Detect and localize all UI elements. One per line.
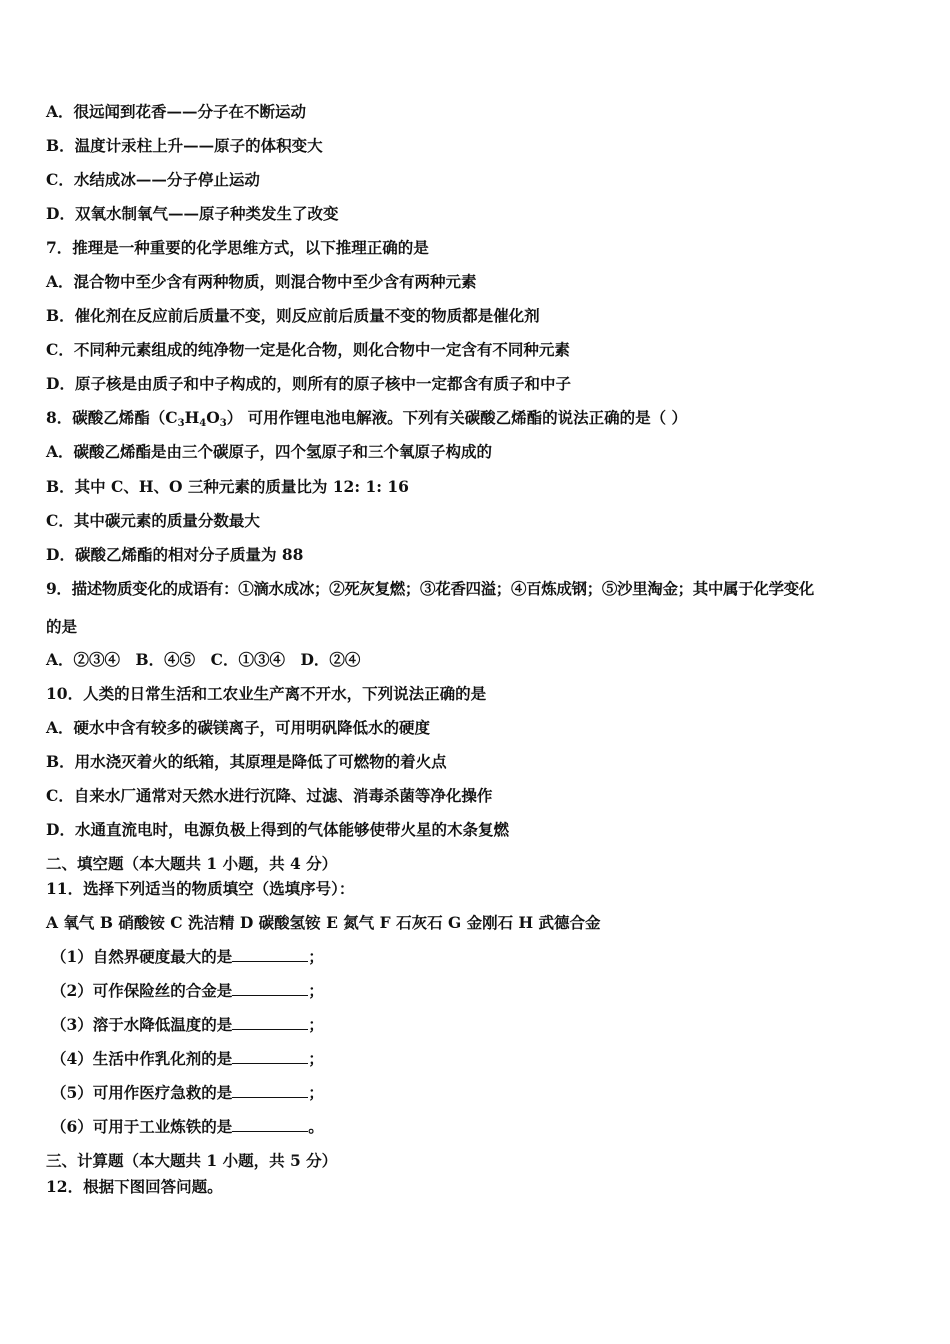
q11-item-text: （4）生活中作乳化剂的是: [51, 1049, 233, 1068]
q12-stem: 12．根据下图回答问题。: [46, 1177, 223, 1196]
q7-option-d: D．原子核是由质子和中子构成的，则所有的原子核中一定都含有质子和中子: [46, 374, 571, 393]
answer-blank[interactable]: [232, 981, 308, 996]
answer-blank[interactable]: [232, 1015, 308, 1030]
formula-h: H: [184, 408, 200, 427]
q11-item: [51, 1117, 910, 1137]
q10-option-d: D．水通直流电时，电源负极上得到的气体能够使带火星的木条复燃: [46, 820, 509, 839]
q7-option-b: B．催化剂在反应前后质量不变，则反应前后质量不变的物质都是催化剂: [46, 306, 540, 325]
q7-stem: 7．推理是一种重要的化学思维方式，以下推理正确的是: [46, 238, 429, 257]
q11-item-text: （2）可作保险丝的合金是: [51, 981, 233, 1000]
q8-option-b: B．其中 C、H、O 三种元素的质量比为 12: 1: 16: [46, 477, 409, 496]
subscript: 3: [219, 418, 227, 429]
q11-item-end: ；: [308, 981, 324, 1000]
q11-item-end: ；: [308, 947, 324, 966]
q11-item: [51, 1049, 910, 1069]
q9-stem-line1: 9．描述物质变化的成语有：①滴水成冰；②死灰复燃；③花香四溢；④百炼成钢；⑤沙里淘金；其中属于化学变化: [46, 579, 814, 598]
q8-stem: [46, 408, 910, 434]
q8-stem-prefix: 8．碳酸乙烯酯（C: [46, 408, 178, 427]
subscript: 3: [177, 418, 185, 429]
section3-heading: 三、计算题（本大题共 1 小题，共 5 分）: [46, 1151, 338, 1170]
q11-item: [51, 1015, 910, 1035]
q10-option-b: B．用水浇灭着火的纸箱，其原理是降低了可燃物的着火点: [46, 752, 447, 771]
answer-blank[interactable]: [232, 1049, 308, 1064]
q11-item: [51, 947, 910, 967]
q11-item-end: ；: [308, 1083, 324, 1102]
q8-option-d: D．碳酸乙烯酯的相对分子质量为 88: [46, 545, 304, 564]
q11-item-text: （1）自然界硬度最大的是: [51, 947, 233, 966]
answer-blank[interactable]: [232, 1083, 308, 1098]
q11-item-end: ；: [308, 1015, 324, 1034]
q6-option-b: B．温度计汞柱上升——原子的体积变大: [46, 136, 323, 155]
q8-option-a: A．碳酸乙烯酯是由三个碳原子，四个氢原子和三个氧原子构成的: [46, 442, 493, 461]
q10-option-a: A．硬水中含有较多的碳镁离子，可用明矾降低水的硬度: [46, 718, 431, 737]
answer-blank[interactable]: [232, 947, 308, 962]
q7-option-c: C．不同种元素组成的纯净物一定是化合物，则化合物中一定含有不同种元素: [46, 340, 570, 359]
q8-stem-suffix: ） 可用作锂电池电解液。下列有关碳酸乙烯酯的说法正确的是（ ）: [226, 408, 687, 427]
q6-option-c: C．水结成冰——分子停止运动: [46, 170, 260, 189]
section2-heading: 二、填空题（本大题共 1 小题，共 4 分）: [46, 854, 338, 873]
q7-option-a: A．混合物中至少含有两种物质，则混合物中至少含有两种元素: [46, 272, 477, 291]
q9-options: A．②③④ B．④⑤ C．①③④ D．②④: [46, 650, 361, 669]
q11-choices: A 氧气 B 硝酸铵 C 洗洁精 D 碳酸氢铵 E 氮气 F 石灰石 G 金刚石 H 武德合金: [46, 913, 601, 932]
q11-stem: 11．选择下列适当的物质填空（选填序号）：: [46, 879, 355, 898]
subscript: 4: [199, 418, 207, 429]
q11-item-text: （3）溶于水降低温度的是: [51, 1015, 233, 1034]
q10-stem: 10．人类的日常生活和工农业生产离不开水，下列说法正确的是: [46, 684, 487, 703]
q11-item: [51, 1083, 910, 1103]
formula-o: O: [206, 408, 220, 427]
answer-blank[interactable]: [232, 1117, 308, 1132]
q11-item-end: 。: [308, 1117, 324, 1136]
q11-item-text: （6）可用于工业炼铁的是: [51, 1117, 233, 1136]
q11-item: [51, 981, 910, 1001]
q8-option-c: C．其中碳元素的质量分数最大: [46, 511, 260, 530]
q6-option-a: A．很远闻到花香——分子在不断运动: [46, 102, 307, 121]
q11-item-text: （5）可用作医疗急救的是: [51, 1083, 233, 1102]
q11-item-end: ；: [308, 1049, 324, 1068]
q6-option-d: D．双氧水制氧气——原子种类发生了改变: [46, 204, 339, 223]
q9-stem-line2: 的是: [46, 617, 78, 636]
q10-option-c: C．自来水厂通常对天然水进行沉降、过滤、消毒杀菌等净化操作: [46, 786, 493, 805]
